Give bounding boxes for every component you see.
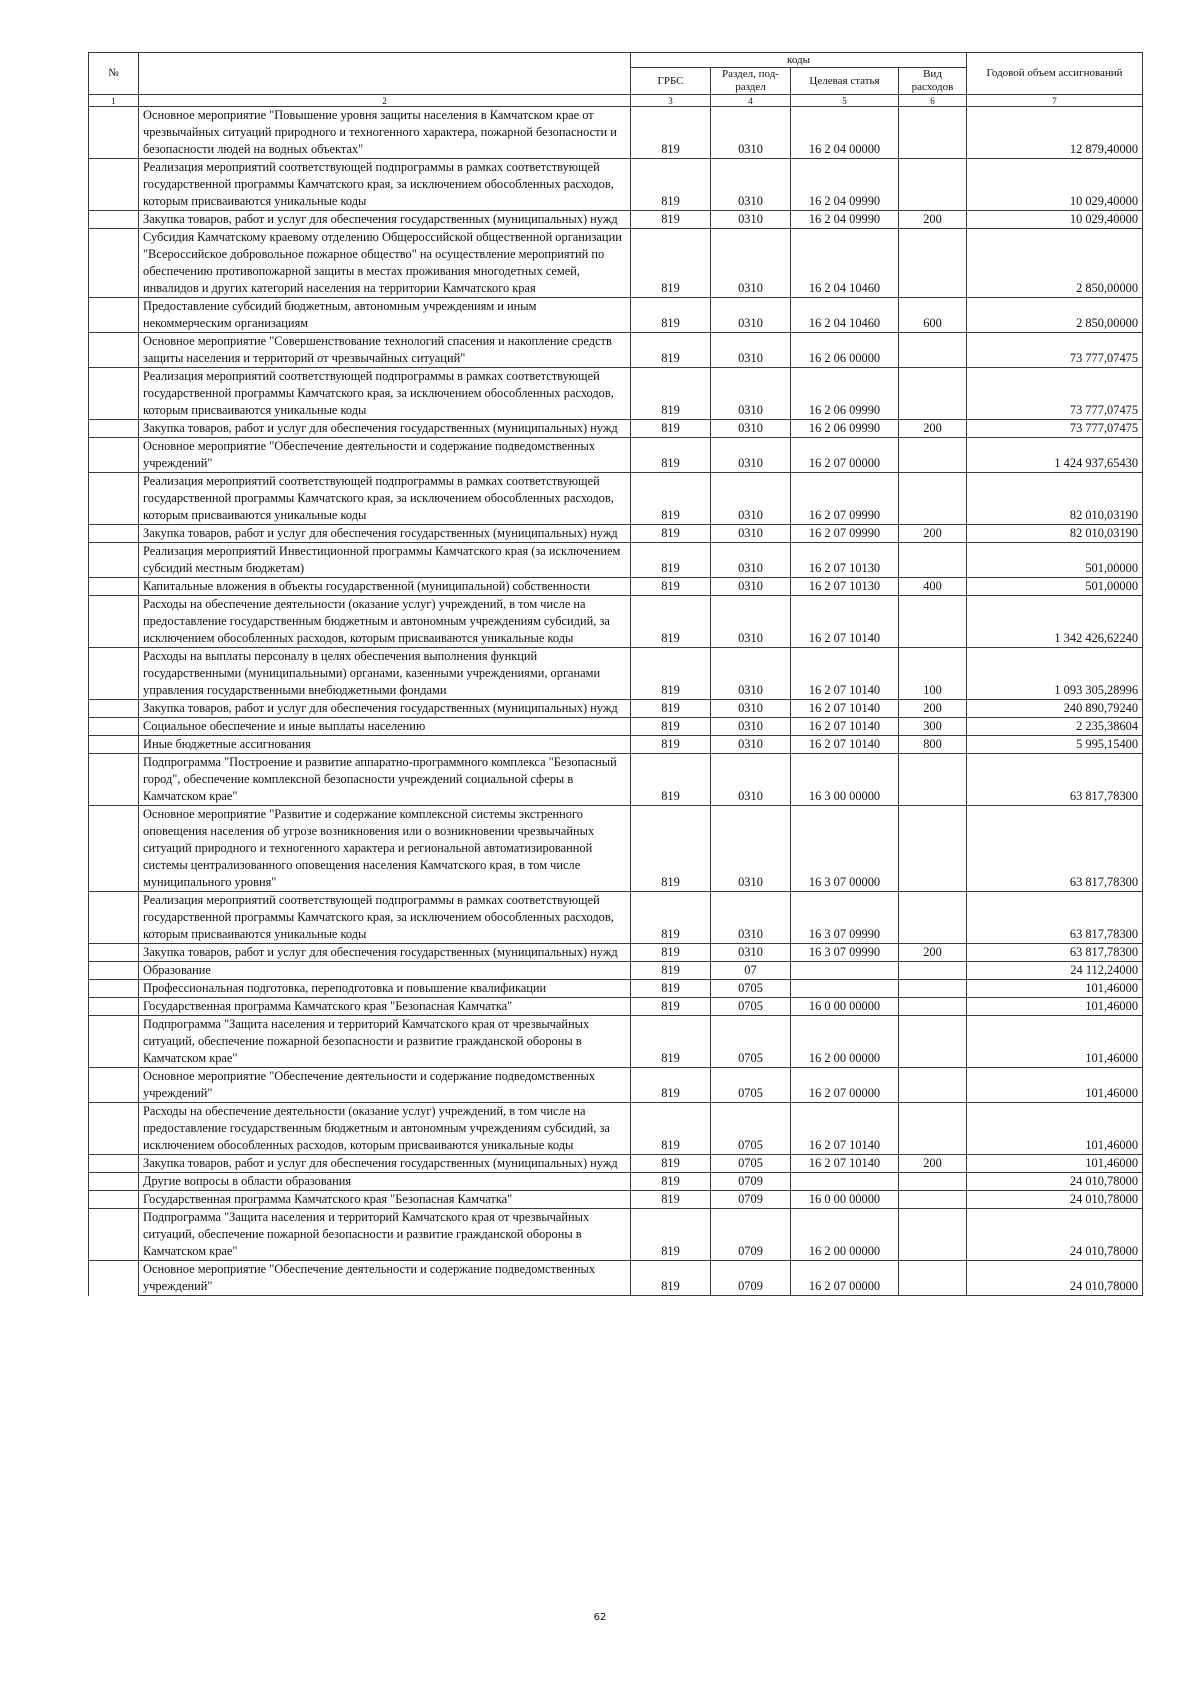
row-number-cell	[89, 229, 139, 298]
header-celevaya: Целевая статья	[791, 68, 899, 95]
row-amount: 24 112,24000	[967, 962, 1143, 980]
row-target-article	[791, 962, 899, 980]
column-number: 3	[631, 95, 711, 107]
row-amount: 24 010,78000	[967, 1209, 1143, 1261]
row-grbs: 819	[631, 1155, 711, 1173]
row-grbs: 819	[631, 211, 711, 229]
row-number-cell	[89, 1261, 139, 1296]
row-grbs: 819	[631, 1068, 711, 1103]
row-razdel: 0705	[711, 1068, 791, 1103]
table-row	[89, 1209, 1143, 1261]
table-body	[89, 107, 1143, 1296]
row-target-article: 16 2 07 10130	[791, 543, 899, 578]
row-name: Основное мероприятие "Развитие и содержание комплексной системы экстренного оповещения населения об угрозе возникновения или о возникновении чрезвычайных ситуаций природного и техногенного характера и региональной автоматизированной системы централизованного оповещения населения Камчатского края, в том числе муниципального уровня"	[139, 806, 631, 892]
row-amount: 101,46000	[967, 998, 1143, 1016]
row-target-article: 16 0 00 00000	[791, 998, 899, 1016]
row-razdel: 0310	[711, 944, 791, 962]
row-expense-type	[899, 159, 967, 211]
header-num: №	[89, 53, 139, 95]
row-expense-type: 200	[899, 525, 967, 543]
row-name: Социальное обеспечение и иные выплаты населению	[139, 718, 631, 736]
row-grbs: 819	[631, 438, 711, 473]
row-number-cell	[89, 1016, 139, 1068]
row-target-article: 16 2 07 00000	[791, 438, 899, 473]
row-name: Другие вопросы в области образования	[139, 1173, 631, 1191]
row-grbs: 819	[631, 736, 711, 754]
row-amount: 240 890,79240	[967, 700, 1143, 718]
table-row	[89, 229, 1143, 298]
row-grbs: 819	[631, 962, 711, 980]
row-target-article: 16 3 07 09990	[791, 944, 899, 962]
row-expense-type: 200	[899, 1155, 967, 1173]
row-name: Иные бюджетные ассигнования	[139, 736, 631, 754]
row-number-cell	[89, 107, 139, 159]
row-razdel: 0310	[711, 107, 791, 159]
table-row	[89, 944, 1143, 962]
row-expense-type	[899, 892, 967, 944]
row-amount: 101,46000	[967, 1068, 1143, 1103]
row-amount: 73 777,07475	[967, 420, 1143, 438]
table-row	[89, 700, 1143, 718]
row-grbs: 819	[631, 718, 711, 736]
row-grbs: 819	[631, 107, 711, 159]
row-expense-type: 300	[899, 718, 967, 736]
row-grbs: 819	[631, 525, 711, 543]
row-razdel: 0310	[711, 438, 791, 473]
row-number-cell	[89, 298, 139, 333]
row-grbs: 819	[631, 944, 711, 962]
table-row	[89, 420, 1143, 438]
row-expense-type: 100	[899, 648, 967, 700]
row-amount: 24 010,78000	[967, 1261, 1143, 1296]
row-name: Основное мероприятие "Обеспечение деятельности и содержание подведомственных учреждений"	[139, 438, 631, 473]
row-grbs: 819	[631, 1173, 711, 1191]
row-target-article: 16 2 00 00000	[791, 1209, 899, 1261]
header-codes: коды	[631, 53, 967, 68]
row-name: Реализация мероприятий соответствующей подпрограммы в рамках соответствующей государственной программы Камчатского края, за исключением обособленных расходов, которым присваиваются уникальные коды	[139, 159, 631, 211]
row-razdel: 0705	[711, 980, 791, 998]
row-number-cell	[89, 1209, 139, 1261]
row-amount: 73 777,07475	[967, 333, 1143, 368]
row-grbs: 819	[631, 1261, 711, 1296]
row-expense-type	[899, 229, 967, 298]
row-name: Расходы на обеспечение деятельности (оказание услуг) учреждений, в том числе на предоставление государственным бюджетным и автономным учреждениям субсидий, за исключением обособленных расходов, которым присваиваются уникальные коды	[139, 1103, 631, 1155]
row-amount: 2 850,00000	[967, 298, 1143, 333]
table-row	[89, 998, 1143, 1016]
row-grbs: 819	[631, 1191, 711, 1209]
row-razdel: 0310	[711, 648, 791, 700]
row-grbs: 819	[631, 700, 711, 718]
row-amount: 501,00000	[967, 543, 1143, 578]
row-name: Образование	[139, 962, 631, 980]
row-number-cell	[89, 525, 139, 543]
row-amount: 10 029,40000	[967, 159, 1143, 211]
row-amount: 82 010,03190	[967, 473, 1143, 525]
row-grbs: 819	[631, 229, 711, 298]
column-number: 2	[139, 95, 631, 107]
row-expense-type	[899, 1103, 967, 1155]
row-razdel: 0310	[711, 298, 791, 333]
row-razdel: 07	[711, 962, 791, 980]
row-number-cell	[89, 473, 139, 525]
row-razdel: 0310	[711, 420, 791, 438]
row-razdel: 0310	[711, 700, 791, 718]
row-expense-type	[899, 368, 967, 420]
row-razdel: 0709	[711, 1191, 791, 1209]
row-number-cell	[89, 736, 139, 754]
row-target-article: 16 2 07 10140	[791, 1155, 899, 1173]
table-row	[89, 1173, 1143, 1191]
table-row	[89, 648, 1143, 700]
row-expense-type: 200	[899, 420, 967, 438]
row-target-article: 16 2 07 10140	[791, 596, 899, 648]
row-grbs: 819	[631, 578, 711, 596]
row-target-article: 16 2 07 00000	[791, 1261, 899, 1296]
header-razdel: Раздел, под-раздел	[711, 68, 791, 95]
row-target-article: 16 0 00 00000	[791, 1191, 899, 1209]
row-target-article	[791, 1173, 899, 1191]
header-name	[139, 53, 631, 95]
row-amount: 2 235,38604	[967, 718, 1143, 736]
row-number-cell	[89, 648, 139, 700]
row-name: Расходы на выплаты персоналу в целях обеспечения выполнения функций государственными (муниципальными) органами, казенными учреждениями, органами управления государственными внебюджетными фондами	[139, 648, 631, 700]
column-number: 6	[899, 95, 967, 107]
budget-table	[88, 52, 1143, 1296]
row-name: Закупка товаров, работ и услуг для обеспечения государственных (муниципальных) нужд	[139, 211, 631, 229]
row-number-cell	[89, 578, 139, 596]
row-razdel: 0310	[711, 596, 791, 648]
row-target-article: 16 2 06 09990	[791, 420, 899, 438]
row-number-cell	[89, 962, 139, 980]
header-grbs: ГРБС	[631, 68, 711, 95]
row-target-article: 16 2 04 10460	[791, 229, 899, 298]
row-grbs: 819	[631, 473, 711, 525]
row-amount: 501,00000	[967, 578, 1143, 596]
row-name: Реализация мероприятий соответствующей подпрограммы в рамках соответствующей государственной программы Камчатского края, за исключением обособленных расходов, которым присваиваются уникальные коды	[139, 473, 631, 525]
row-target-article: 16 3 00 00000	[791, 754, 899, 806]
row-number-cell	[89, 420, 139, 438]
column-number: 5	[791, 95, 899, 107]
row-number-cell	[89, 211, 139, 229]
table-row	[89, 754, 1143, 806]
row-target-article: 16 2 07 10140	[791, 718, 899, 736]
column-number: 7	[967, 95, 1143, 107]
row-expense-type	[899, 1261, 967, 1296]
row-amount: 101,46000	[967, 1016, 1143, 1068]
row-expense-type	[899, 1173, 967, 1191]
row-expense-type: 400	[899, 578, 967, 596]
row-target-article: 16 3 07 00000	[791, 806, 899, 892]
row-name: Реализация мероприятий Инвестиционной программы Камчатского края (за исключением субсидий местным бюджетам)	[139, 543, 631, 578]
table-row	[89, 596, 1143, 648]
row-name: Профессиональная подготовка, переподготовка и повышение квалификации	[139, 980, 631, 998]
row-expense-type: 200	[899, 700, 967, 718]
row-grbs: 819	[631, 998, 711, 1016]
table-row	[89, 1261, 1143, 1296]
row-expense-type	[899, 543, 967, 578]
row-expense-type	[899, 1016, 967, 1068]
row-expense-type	[899, 473, 967, 525]
row-number-cell	[89, 806, 139, 892]
row-grbs: 819	[631, 1016, 711, 1068]
row-razdel: 0709	[711, 1173, 791, 1191]
table-row	[89, 543, 1143, 578]
row-expense-type	[899, 107, 967, 159]
row-target-article: 16 2 07 10140	[791, 648, 899, 700]
table-row	[89, 1068, 1143, 1103]
row-name: Реализация мероприятий соответствующей подпрограммы в рамках соответствующей государственной программы Камчатского края, за исключением обособленных расходов, которым присваиваются уникальные коды	[139, 368, 631, 420]
row-razdel: 0310	[711, 229, 791, 298]
row-razdel: 0709	[711, 1209, 791, 1261]
row-grbs: 819	[631, 368, 711, 420]
table-row	[89, 736, 1143, 754]
row-razdel: 0705	[711, 1016, 791, 1068]
row-number-cell	[89, 944, 139, 962]
row-name: Основное мероприятие "Обеспечение деятельности и содержание подведомственных учреждений"	[139, 1068, 631, 1103]
row-target-article: 16 2 07 00000	[791, 1068, 899, 1103]
row-target-article	[791, 980, 899, 998]
row-expense-type	[899, 998, 967, 1016]
row-amount: 1 424 937,65430	[967, 438, 1143, 473]
row-expense-type: 800	[899, 736, 967, 754]
row-target-article: 16 2 06 00000	[791, 333, 899, 368]
row-grbs: 819	[631, 1209, 711, 1261]
row-grbs: 819	[631, 806, 711, 892]
row-amount: 1 342 426,62240	[967, 596, 1143, 648]
row-name: Предоставление субсидий бюджетным, автономным учреждениям и иным некоммерческим организациям	[139, 298, 631, 333]
row-target-article: 16 2 04 00000	[791, 107, 899, 159]
row-grbs: 819	[631, 333, 711, 368]
row-razdel: 0310	[711, 543, 791, 578]
table-row	[89, 1103, 1143, 1155]
row-target-article: 16 2 07 10140	[791, 1103, 899, 1155]
table-row	[89, 368, 1143, 420]
row-expense-type	[899, 333, 967, 368]
row-grbs: 819	[631, 648, 711, 700]
row-number-cell	[89, 1191, 139, 1209]
header-amount: Годовой объем ассигнований	[967, 53, 1143, 95]
row-razdel: 0705	[711, 1103, 791, 1155]
table-row	[89, 1191, 1143, 1209]
row-amount: 24 010,78000	[967, 1191, 1143, 1209]
row-target-article: 16 2 04 09990	[791, 211, 899, 229]
row-number-cell	[89, 596, 139, 648]
row-expense-type	[899, 1191, 967, 1209]
row-target-article: 16 2 04 10460	[791, 298, 899, 333]
row-amount: 63 817,78300	[967, 944, 1143, 962]
table-row	[89, 578, 1143, 596]
row-razdel: 0705	[711, 1155, 791, 1173]
row-target-article: 16 2 00 00000	[791, 1016, 899, 1068]
row-razdel: 0310	[711, 368, 791, 420]
row-name: Основное мероприятие "Повышение уровня защиты населения в Камчатском крае от чрезвычайных ситуаций природного и техногенного характера, пожарной безопасности и безопасности людей на водных объектах"	[139, 107, 631, 159]
table-row	[89, 1016, 1143, 1068]
row-name: Закупка товаров, работ и услуг для обеспечения государственных (муниципальных) нужд	[139, 420, 631, 438]
row-number-cell	[89, 998, 139, 1016]
row-number-cell	[89, 980, 139, 998]
row-amount: 5 995,15400	[967, 736, 1143, 754]
row-name: Закупка товаров, работ и услуг для обеспечения государственных (муниципальных) нужд	[139, 700, 631, 718]
table-row	[89, 892, 1143, 944]
row-amount: 82 010,03190	[967, 525, 1143, 543]
table-row	[89, 159, 1143, 211]
row-number-cell	[89, 1173, 139, 1191]
row-grbs: 819	[631, 754, 711, 806]
table-row	[89, 211, 1143, 229]
row-grbs: 819	[631, 159, 711, 211]
row-grbs: 819	[631, 298, 711, 333]
row-name: Капитальные вложения в объекты государственной (муниципальной) собственности	[139, 578, 631, 596]
row-razdel: 0310	[711, 525, 791, 543]
row-expense-type: 200	[899, 211, 967, 229]
row-grbs: 819	[631, 892, 711, 944]
row-expense-type	[899, 806, 967, 892]
row-name: Государственная программа Камчатского края "Безопасная Камчатка"	[139, 1191, 631, 1209]
row-name: Основное мероприятие "Совершенствование технологий спасения и накопление средств защиты населения и территорий от чрезвычайных ситуаций"	[139, 333, 631, 368]
row-name: Подпрограмма "Построение и развитие аппаратно-программного комплекса "Безопасный город", обеспечение комплексной безопасности учреждений социальной сферы в Камчатском крае"	[139, 754, 631, 806]
row-amount: 73 777,07475	[967, 368, 1143, 420]
table-row	[89, 1155, 1143, 1173]
row-target-article: 16 2 04 09990	[791, 159, 899, 211]
row-razdel: 0310	[711, 159, 791, 211]
row-target-article: 16 2 06 09990	[791, 368, 899, 420]
row-amount: 24 010,78000	[967, 1173, 1143, 1191]
row-amount: 63 817,78300	[967, 754, 1143, 806]
row-number-cell	[89, 159, 139, 211]
row-expense-type	[899, 596, 967, 648]
header-vid: Вид расходов	[899, 68, 967, 95]
row-razdel: 0310	[711, 578, 791, 596]
table-row	[89, 980, 1143, 998]
row-number-cell	[89, 543, 139, 578]
table-row	[89, 298, 1143, 333]
table-row	[89, 525, 1143, 543]
row-target-article: 16 2 07 10140	[791, 700, 899, 718]
row-expense-type	[899, 438, 967, 473]
row-name: Государственная программа Камчатского края "Безопасная Камчатка"	[139, 998, 631, 1016]
row-razdel: 0705	[711, 998, 791, 1016]
row-name: Закупка товаров, работ и услуг для обеспечения государственных (муниципальных) нужд	[139, 944, 631, 962]
row-number-cell	[89, 1103, 139, 1155]
row-razdel: 0310	[711, 473, 791, 525]
table-row	[89, 107, 1143, 159]
row-name: Основное мероприятие "Обеспечение деятельности и содержание подведомственных учреждений"	[139, 1261, 631, 1296]
row-razdel: 0310	[711, 211, 791, 229]
row-grbs: 819	[631, 980, 711, 998]
row-razdel: 0310	[711, 333, 791, 368]
row-razdel: 0310	[711, 754, 791, 806]
table-row	[89, 333, 1143, 368]
table-row	[89, 473, 1143, 525]
row-name: Расходы на обеспечение деятельности (оказание услуг) учреждений, в том числе на предоставление государственным бюджетным и автономным учреждениям субсидий, за исключением обособленных расходов, которым присваиваются уникальные коды	[139, 596, 631, 648]
row-target-article: 16 2 07 10130	[791, 578, 899, 596]
row-number-cell	[89, 1068, 139, 1103]
row-grbs: 819	[631, 596, 711, 648]
column-number: 4	[711, 95, 791, 107]
row-amount: 63 817,78300	[967, 892, 1143, 944]
row-razdel: 0709	[711, 1261, 791, 1296]
row-amount: 101,46000	[967, 1155, 1143, 1173]
row-name: Подпрограмма "Защита населения и территорий Камчатского края от чрезвычайных ситуаций, обеспечение пожарной безопасности и развитие гражданской обороны в Камчатском крае"	[139, 1016, 631, 1068]
row-amount: 63 817,78300	[967, 806, 1143, 892]
table-row	[89, 962, 1143, 980]
row-expense-type: 600	[899, 298, 967, 333]
row-expense-type	[899, 754, 967, 806]
table-row	[89, 438, 1143, 473]
row-name: Подпрограмма "Защита населения и территорий Камчатского края от чрезвычайных ситуаций, обеспечение пожарной безопасности и развитие гражданской обороны в Камчатском крае"	[139, 1209, 631, 1261]
row-number-cell	[89, 700, 139, 718]
row-amount: 12 879,40000	[967, 107, 1143, 159]
row-target-article: 16 2 07 09990	[791, 473, 899, 525]
row-expense-type	[899, 1209, 967, 1261]
row-number-cell	[89, 718, 139, 736]
row-expense-type: 200	[899, 944, 967, 962]
row-expense-type	[899, 962, 967, 980]
row-grbs: 819	[631, 1103, 711, 1155]
page-number: 62	[593, 1612, 607, 1623]
row-number-cell	[89, 754, 139, 806]
row-grbs: 819	[631, 543, 711, 578]
row-number-cell	[89, 892, 139, 944]
column-number: 1	[89, 95, 139, 107]
row-number-cell	[89, 1155, 139, 1173]
table-row	[89, 718, 1143, 736]
table-row	[89, 806, 1143, 892]
row-amount: 1 093 305,28996	[967, 648, 1143, 700]
row-name: Закупка товаров, работ и услуг для обеспечения государственных (муниципальных) нужд	[139, 525, 631, 543]
column-number-row	[89, 95, 1143, 107]
row-amount: 101,46000	[967, 980, 1143, 998]
row-name: Субсидия Камчатскому краевому отделению Общероссийской общественной организации "Всероссийское добровольное пожарное общество" на осуществление мероприятий по обеспечению противопожарной защиты в местах проживания многодетных семей, инвалидов и других категорий населения на территории Камчатского края	[139, 229, 631, 298]
row-number-cell	[89, 368, 139, 420]
row-expense-type	[899, 980, 967, 998]
row-amount: 10 029,40000	[967, 211, 1143, 229]
row-razdel: 0310	[711, 806, 791, 892]
header-row	[89, 53, 1143, 68]
row-razdel: 0310	[711, 736, 791, 754]
row-name: Реализация мероприятий соответствующей подпрограммы в рамках соответствующей государственной программы Камчатского края, за исключением обособленных расходов, которым присваиваются уникальные коды	[139, 892, 631, 944]
row-amount: 2 850,00000	[967, 229, 1143, 298]
row-name: Закупка товаров, работ и услуг для обеспечения государственных (муниципальных) нужд	[139, 1155, 631, 1173]
row-expense-type	[899, 1068, 967, 1103]
row-grbs: 819	[631, 420, 711, 438]
row-number-cell	[89, 333, 139, 368]
row-razdel: 0310	[711, 892, 791, 944]
row-target-article: 16 2 07 09990	[791, 525, 899, 543]
row-target-article: 16 2 07 10140	[791, 736, 899, 754]
row-target-article: 16 3 07 09990	[791, 892, 899, 944]
row-amount: 101,46000	[967, 1103, 1143, 1155]
row-razdel: 0310	[711, 718, 791, 736]
row-number-cell	[89, 438, 139, 473]
